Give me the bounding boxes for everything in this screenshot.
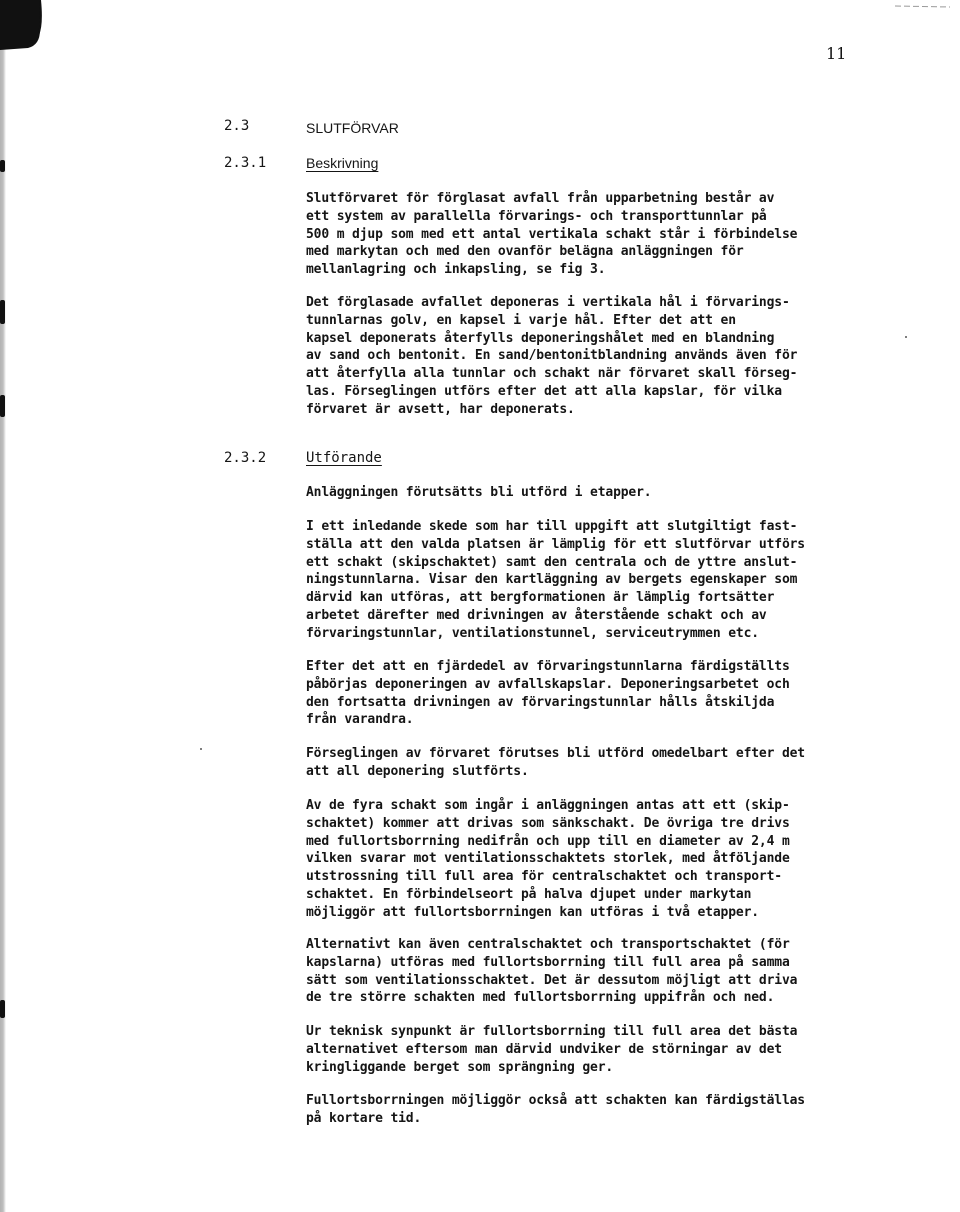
scan-blot [0,160,5,172]
scan-corner-artifact [0,0,80,60]
paragraph: Efter det att en fjärdedel av förvaringstunnlarna färdigställts påbörjas deponeringen av avfallskapslar. Deponeringsarbetet och den fortsatta drivningen av förvaringstunnlar hålls åtskiljda från varandra. [306,659,790,728]
paragraph: Ur teknisk synpunkt är fullortsborrning till full area det bästa alternativet eftersom man därvid undviker de störningar av det kringliggande berget som sprängning ger. [306,1024,798,1075]
paragraph: Slutförvaret för förglasat avfall från upparbetning består av ett system av parallella förvarings- och transporttunnlar på 500 m djup som med ett antal vertikala schakt står i förbindelse med markytan och med den ovanför belägna anläggningen för mellanlagring och inkapsling, se fig 3. [306,191,798,278]
scan-blot [0,300,5,324]
section-number: 2.3 [224,118,250,134]
scan-edge-shadow [0,0,6,1212]
paragraph: Alternativt kan även centralschaktet och transportschaktet (för kapslarna) utföras med fullortsborrning till full area på samma sätt som ventilationsschaktet. Det är dessutom möjligt att driva de tre större schakten med fullortsborrning uppifrån och ned. [306,937,798,1006]
scan-blot [0,1000,5,1018]
scan-speck [905,336,907,338]
subsection-title: Utförande [306,450,382,466]
paragraph: Anläggningen förutsätts bli utförd i etapper. [306,485,652,500]
paragraph: I ett inledande skede som har till uppgift att slutgiltigt fast- ställa att den valda platsen är lämplig för ett slutförvar utförs ett schakt (skipschaktet) samt den centrala och de yttre anslut- ningstunnlarna. Visar den kartläggning av bergets egenskaper som därvid kan utföras, att bergformationen är lämplig fortsätter arbetet därefter med drivningen av återstående schakt och av förvaringstunnlar, ventilationstunnel, serviceutrymmen etc. [306,519,805,641]
subsection-title: Beskrivning [306,155,379,171]
scan-blot [0,395,5,417]
paragraph: Fullortsborrningen möjliggör också att schakten kan färdigställas på kortare tid. [306,1093,805,1126]
paragraph: Av de fyra schakt som ingår i anläggningen antas att ett (skip- schaktet) kommer att drivas som sänkschakt. De övriga tre drivs med fullortsborrning nedifrån och upp till en diameter av 2,4 m vilken svarar mot ventilationsschaktets storlek, med åtföljande utstrossning till full area för centralschaktet och transport- schaktet. En förbindelseort på halva djupet under markytan möjliggör att fullortsborrningen kan utföras i två etapper. [306,798,790,920]
page-number: 11 [826,44,847,63]
scan-speck [200,748,202,750]
paragraph: Det förglasade avfallet deponeras i vertikala hål i förvarings- tunnlarnas golv, en kapsel i varje hål. Efter det att en kapsel deponerats återfylls deponeringshålet med en blandning av sand och bentonit. En sand/bentonitblandning används även för att återfylla alla tunnlar och schakt när förvaret skall förseg- las. Förseglingen utförs efter det att alla kapslar, för vilka förvaret är avsett, har deponerats. [306,295,798,417]
section-title: SLUTFÖRVAR [306,120,399,136]
paragraph: Förseglingen av förvaret förutses bli utförd omedelbart efter det att all deponering slutförts. [306,746,805,779]
subsection-number: 2.3.1 [224,155,267,171]
scan-top-mark [890,0,960,12]
subsection-number: 2.3.2 [224,450,267,466]
